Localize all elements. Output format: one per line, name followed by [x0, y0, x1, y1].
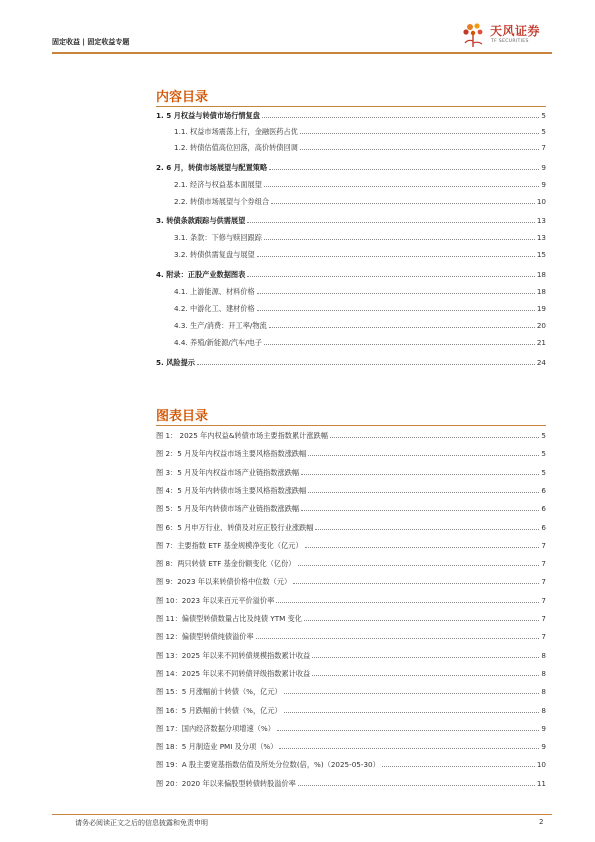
toc-leader-dots: [271, 202, 535, 204]
toc-leader-dots: [264, 343, 535, 345]
toc-entry-label: 4. 附录：正股产业数据图表: [156, 270, 246, 279]
toc-leader-dots: [257, 309, 535, 311]
footer-page-number: 2: [539, 818, 544, 826]
figure-entry-page: 6: [541, 522, 546, 532]
figure-leader-dots: [256, 637, 540, 639]
toc-entry-label: 4.2. 中游化工、建材价格: [174, 304, 255, 313]
toc-entry-page: 18: [536, 287, 546, 296]
figure-leader-dots: [315, 528, 539, 530]
figure-entry-label: 图 16：5 月跌幅前十转债（%，亿元）: [156, 705, 282, 715]
toc-leader-dots: [262, 116, 539, 118]
toc-subsection-entry[interactable]: [174, 304, 546, 313]
logo-text-en: TF SECURITIES: [491, 39, 529, 44]
figure-leader-dots: [305, 546, 540, 548]
figure-entry-page: 7: [541, 614, 546, 623]
toc-leader-dots: [247, 221, 535, 223]
toc-entry-page: 5: [541, 111, 546, 120]
figure-entry[interactable]: [156, 504, 546, 513]
toc-leader-dots: [247, 275, 535, 277]
company-logo: [460, 21, 552, 49]
figure-entry-label: 图 13：2025 年以来不同转债规模指数累计收益: [156, 650, 311, 660]
figure-entry[interactable]: [156, 523, 546, 532]
toc-section-entry[interactable]: [156, 270, 546, 279]
figure-leader-dots: [304, 619, 539, 621]
figure-leader-dots: [277, 729, 540, 731]
figure-entry-page: 5: [541, 467, 546, 477]
toc-entry-page: 5: [541, 127, 546, 136]
figures-title: 图表目录: [156, 409, 209, 424]
figure-entry[interactable]: [156, 632, 546, 641]
figure-leader-dots: [301, 509, 539, 511]
toc-title-rule: [156, 106, 546, 107]
figure-leader-dots: [382, 765, 535, 767]
toc-entry-page: 20: [536, 321, 546, 330]
toc-leader-dots: [197, 363, 535, 365]
figure-entry-label: 图 20：2020 年以来偏股型转债转股溢价率: [156, 778, 296, 788]
figure-entry[interactable]: [156, 614, 546, 623]
toc-entry-label: 3.2. 转债供需复盘与展望: [174, 250, 255, 259]
toc-subsection-entry[interactable]: [174, 197, 546, 206]
figure-entry-label: 图 17：国内经济数据分项增速（%）: [156, 723, 275, 733]
toc-entry-label: 1.1. 权益市场震荡上行，金融医药占优: [174, 127, 298, 136]
toc-entry-page: 13: [536, 216, 546, 225]
toc-entry-page: 13: [536, 233, 546, 242]
figure-entry[interactable]: [156, 596, 546, 605]
toc-leader-dots: [257, 292, 535, 294]
toc-subsection-entry[interactable]: [174, 287, 546, 296]
toc-entry-label: 3. 转债条款跟踪与供需展望: [156, 216, 246, 225]
toc-entry-page: 15: [536, 250, 546, 259]
toc-entry-label: 4.1. 上游能源、材料价格: [174, 287, 255, 296]
figure-entry[interactable]: [156, 449, 546, 458]
toc-leader-dots: [269, 326, 535, 328]
toc-section-entry[interactable]: [156, 163, 546, 172]
figure-entry-page: 7: [541, 632, 546, 642]
figure-entry-label: 图 4：5 月及年内转债市场主要风格指数涨跌幅: [156, 485, 307, 495]
logo-text-cn: 天风证券: [490, 24, 541, 38]
figure-leader-dots: [276, 601, 539, 603]
toc-subsection-entry[interactable]: [174, 143, 546, 152]
toc-entry-page: 21: [536, 338, 546, 347]
figure-entry[interactable]: [156, 742, 546, 751]
toc-entry-label: 4.3. 生产/消费：开工率/物流: [174, 321, 267, 330]
header-category: 固定收益 | 固定收益专题: [52, 38, 130, 46]
figure-leader-dots: [330, 436, 540, 438]
toc-subsection-entry[interactable]: [174, 127, 546, 136]
figure-entry-page: 10: [536, 760, 546, 770]
toc-entry-page: 24: [536, 358, 546, 367]
toc-entry-page: 10: [536, 197, 546, 206]
toc-entry-page: 9: [541, 180, 546, 189]
figure-leader-dots: [298, 784, 535, 786]
figure-entry-page: 8: [541, 687, 546, 697]
toc-entry-label: 2.2. 转债市场展望与个券组合: [174, 197, 270, 206]
figure-entry-page: 5: [541, 449, 546, 459]
toc-leader-dots: [264, 185, 540, 187]
figure-entry[interactable]: [156, 431, 546, 440]
figure-entry-page: 11: [536, 778, 546, 788]
figure-leader-dots: [312, 656, 539, 658]
figure-entry[interactable]: [156, 541, 546, 550]
figure-entry-page: 7: [541, 559, 546, 569]
toc-section-entry[interactable]: [156, 358, 546, 367]
figure-entry[interactable]: [156, 669, 546, 678]
figure-leader-dots: [308, 491, 539, 493]
figure-entry[interactable]: [156, 651, 546, 660]
footer-disclaimer: 请务必阅读正文之后的信息披露和免责申明: [75, 819, 208, 827]
toc-entry-label: 4.4. 养殖/新能源/汽车/电子: [174, 338, 262, 347]
figure-entry[interactable]: [156, 760, 546, 769]
figure-entry-page: 9: [541, 723, 546, 733]
toc-entry-label: 2.1. 经济与权益基本面展望: [174, 180, 262, 189]
toc-entry-page: 19: [536, 304, 546, 313]
figure-leader-dots: [293, 582, 539, 584]
figure-leader-dots: [279, 747, 539, 749]
page-header: [52, 0, 552, 52]
toc-section-entry[interactable]: [156, 216, 546, 225]
figure-entry[interactable]: [156, 724, 546, 733]
toc-subsection-entry[interactable]: [174, 250, 546, 259]
figure-leader-dots: [284, 692, 540, 694]
toc-subsection-entry[interactable]: [174, 338, 546, 347]
figure-leader-dots: [301, 473, 539, 475]
toc-leader-dots: [269, 168, 539, 170]
figure-entry-page: 8: [541, 705, 546, 715]
toc-leader-dots: [300, 132, 540, 134]
toc-entry-label: 1.2. 转债估值高位回落，高价转债回调: [174, 143, 298, 152]
figure-entry-label: 图 8：两只转债 ETF 基金份额变化（亿份）: [156, 559, 296, 569]
figure-entry-page: 9: [541, 742, 546, 752]
figure-entry-label: 图 7：主要指数 ETF 基金规模净变化（亿元）: [156, 540, 303, 550]
figure-entry-label: 图 14：2025 年以来不同转债评级指数累计收益: [156, 668, 311, 678]
figure-entry-page: 7: [541, 540, 546, 550]
toc-section-entry[interactable]: [156, 111, 546, 120]
figure-entry[interactable]: [156, 577, 546, 586]
figure-entry-label: 图 9：2023 年以来转债价格中位数（元）: [156, 577, 292, 587]
header-divider: [52, 52, 552, 54]
figure-entry-label: 图 3：5 月及年内权益市场产业链指数涨跌幅: [156, 467, 300, 477]
figure-entry-page: 7: [541, 577, 546, 587]
figure-entry-page: 5: [541, 431, 546, 440]
figure-entry-page: 8: [541, 650, 546, 660]
figure-leader-dots: [312, 674, 539, 676]
figure-entry-label: 图 5：5 月及年内转债市场产业链指数涨跌幅: [156, 504, 300, 514]
figure-entry[interactable]: [156, 687, 546, 696]
figures-title-rule: [156, 425, 546, 426]
figure-entry-page: 7: [541, 595, 546, 605]
figure-entry-label: 图 11：偏债型转债数量占比及纯债 YTM 变化: [156, 614, 302, 623]
figure-entry-label: 图 12：偏债型转债纯债溢价率: [156, 632, 254, 642]
figure-entry-page: 6: [541, 485, 546, 495]
toc-leader-dots: [257, 255, 535, 257]
footer-divider: [52, 814, 552, 815]
figure-entry-label: 图 2：5 月及年内权益市场主要风格指数涨跌幅: [156, 449, 307, 459]
toc-entry-label: 3.1. 条款：下修与赎回跟踪: [174, 233, 262, 242]
figure-leader-dots: [308, 454, 539, 456]
figure-entry[interactable]: [156, 468, 546, 477]
figure-entry-label: 图 19：A 股主要宽基指数估值及所处分位数(倍，%)（2025-05-30）: [156, 760, 380, 770]
toc-subsection-entry[interactable]: [174, 233, 546, 242]
figure-entry[interactable]: [156, 486, 546, 495]
toc-subsection-entry[interactable]: [174, 180, 546, 189]
logo-flower-icon: [460, 21, 488, 49]
toc-leader-dots: [264, 238, 535, 240]
toc-entry-page: 18: [536, 270, 546, 279]
figure-entry[interactable]: [156, 559, 546, 568]
toc-leader-dots: [300, 148, 540, 150]
figure-leader-dots: [298, 564, 540, 566]
toc-subsection-entry[interactable]: [174, 321, 546, 330]
toc-entry-label: 1. 5 月权益与转债市场行情复盘: [156, 111, 260, 120]
toc-title: 内容目录: [156, 90, 209, 105]
figure-entry[interactable]: [156, 779, 546, 788]
figure-entry-label: 图 6：5 月申万行业、转债及对应正股行业涨跌幅: [156, 522, 314, 532]
toc-entry-label: 2. 6 月，转债市场展望与配置策略: [156, 163, 268, 172]
figure-entry-label: 图 1： 2025 年内权益&转债市场主要指数累计涨跌幅: [156, 431, 328, 440]
toc-entry-label: 5. 风险提示: [156, 358, 195, 367]
figure-entry-page: 8: [541, 668, 546, 678]
toc-entry-page: 7: [541, 143, 546, 152]
figure-entry-label: 图 15：5 月涨幅前十转债（%，亿元）: [156, 687, 282, 697]
figure-entry-page: 6: [541, 504, 546, 514]
figure-entry[interactable]: [156, 706, 546, 715]
toc-entry-page: 9: [541, 163, 546, 172]
figure-entry-label: 图 18：5 月制造业 PMI 及分项（%）: [156, 742, 278, 752]
figure-entry-label: 图 10：2023 年以来百元平价溢价率: [156, 595, 275, 605]
figure-leader-dots: [284, 711, 540, 713]
